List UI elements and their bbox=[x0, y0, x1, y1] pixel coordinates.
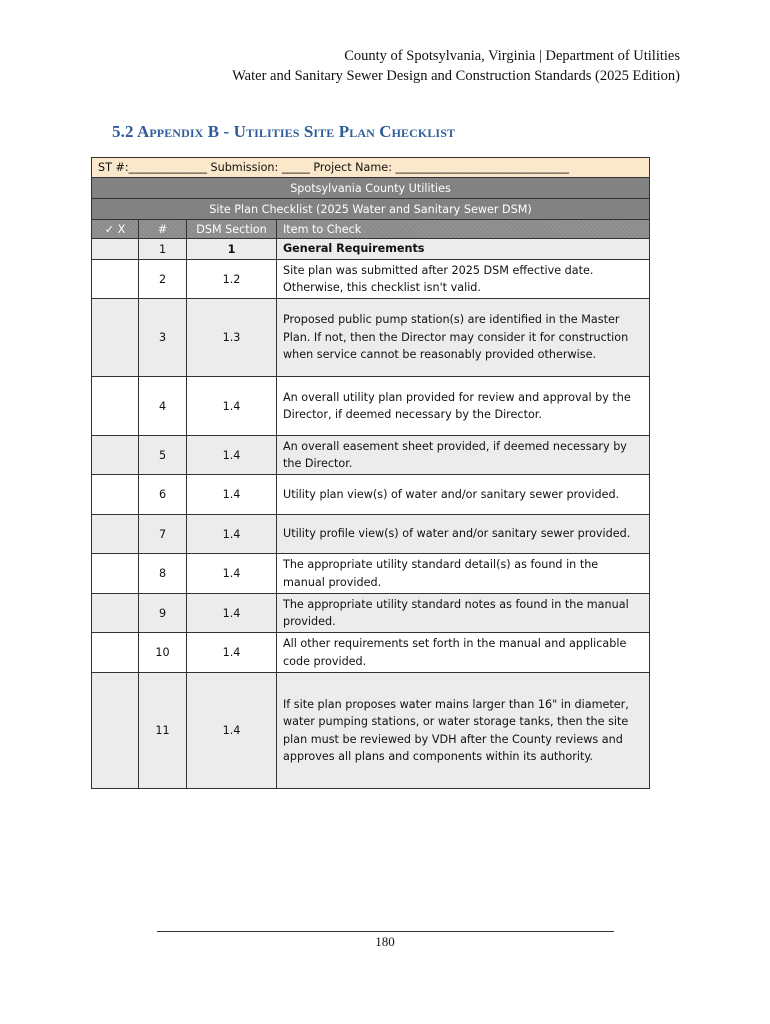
table-row bbox=[92, 260, 650, 299]
check-column-header: ✓ X bbox=[92, 220, 139, 239]
org-title-row bbox=[92, 178, 650, 199]
item-to-check: If site plan proposes water mains larger than 16" in diameter, water pumping stations, or water storage tanks, then the site plan must be reviewed by VDH after the County reviews and approves all plans and components within its authority. bbox=[277, 673, 650, 789]
item-to-check: Proposed public pump station(s) are identified in the Master Plan. If not, then the Director may consider it for construction when service cannot be reasonably provided otherwise. bbox=[277, 299, 650, 377]
item-to-check: An overall easement sheet provided, if deemed necessary by the Director. bbox=[277, 436, 650, 475]
check-cell[interactable] bbox=[92, 377, 139, 436]
table-row bbox=[92, 299, 650, 377]
dsm-section: 1.4 bbox=[187, 515, 277, 554]
checklist-title-row bbox=[92, 199, 650, 220]
org-title: Spotsylvania County Utilities bbox=[92, 178, 650, 199]
table-row bbox=[92, 554, 650, 594]
check-cell[interactable] bbox=[92, 475, 139, 515]
table-row bbox=[92, 239, 650, 260]
item-to-check: An overall utility plan provided for review and approval by the Director, if deemed necessary by the Director. bbox=[277, 377, 650, 436]
number-column-header: # bbox=[139, 220, 187, 239]
column-header-row bbox=[92, 220, 650, 239]
check-cell[interactable] bbox=[92, 239, 139, 260]
section-title: 5.2 Appendix B - Utilities Site Plan Checklist bbox=[112, 122, 456, 141]
row-number: 7 bbox=[139, 515, 187, 554]
table-row bbox=[92, 377, 650, 436]
row-number: 6 bbox=[139, 475, 187, 515]
site-plan-checklist-table bbox=[91, 157, 650, 789]
header-line-1: County of Spotsylvania, Virginia | Department of Utilities bbox=[344, 48, 680, 64]
row-number: 10 bbox=[139, 633, 187, 673]
row-number: 2 bbox=[139, 260, 187, 299]
dsm-section: 1.4 bbox=[187, 377, 277, 436]
dsm-section: 1.3 bbox=[187, 299, 277, 377]
item-to-check: All other requirements set forth in the manual and applicable code provided. bbox=[277, 633, 650, 673]
check-cell[interactable] bbox=[92, 594, 139, 633]
page-number: 180 bbox=[375, 934, 395, 949]
form-info-row bbox=[92, 158, 650, 178]
check-cell[interactable] bbox=[92, 673, 139, 789]
table-row bbox=[92, 475, 650, 515]
dsm-section: 1 bbox=[187, 239, 277, 260]
header-line-2: Water and Sanitary Sewer Design and Construction Standards (2025 Edition) bbox=[232, 68, 680, 84]
table-row bbox=[92, 633, 650, 673]
section-column-header: DSM Section bbox=[187, 220, 277, 239]
row-number: 9 bbox=[139, 594, 187, 633]
row-number: 11 bbox=[139, 673, 187, 789]
checklist-title: Site Plan Checklist (2025 Water and Sanitary Sewer DSM) bbox=[92, 199, 650, 220]
row-number: 8 bbox=[139, 554, 187, 594]
footer-divider bbox=[157, 931, 614, 932]
check-cell[interactable] bbox=[92, 260, 139, 299]
table-row bbox=[92, 594, 650, 633]
table-row bbox=[92, 673, 650, 789]
dsm-section: 1.4 bbox=[187, 673, 277, 789]
check-cell[interactable] bbox=[92, 299, 139, 377]
item-to-check: General Requirements bbox=[277, 239, 650, 260]
item-column-header: Item to Check bbox=[277, 220, 650, 239]
dsm-section: 1.4 bbox=[187, 554, 277, 594]
table-row bbox=[92, 515, 650, 554]
dsm-section: 1.4 bbox=[187, 633, 277, 673]
form-info-line: ST #:______________ Submission: _____ Project Name: _______________________________ bbox=[92, 158, 650, 178]
dsm-section: 1.2 bbox=[187, 260, 277, 299]
table-row bbox=[92, 436, 650, 475]
check-cell[interactable] bbox=[92, 436, 139, 475]
row-number: 3 bbox=[139, 299, 187, 377]
dsm-section: 1.4 bbox=[187, 436, 277, 475]
row-number: 1 bbox=[139, 239, 187, 260]
item-to-check: The appropriate utility standard notes as found in the manual provided. bbox=[277, 594, 650, 633]
running-header bbox=[232, 46, 680, 86]
row-number: 4 bbox=[139, 377, 187, 436]
check-cell[interactable] bbox=[92, 515, 139, 554]
check-cell[interactable] bbox=[92, 554, 139, 594]
dsm-section: 1.4 bbox=[187, 475, 277, 515]
item-to-check: Utility profile view(s) of water and/or sanitary sewer provided. bbox=[277, 515, 650, 554]
row-number: 5 bbox=[139, 436, 187, 475]
item-to-check: The appropriate utility standard detail(s) as found in the manual provided. bbox=[277, 554, 650, 594]
item-to-check: Utility plan view(s) of water and/or sanitary sewer provided. bbox=[277, 475, 650, 515]
dsm-section: 1.4 bbox=[187, 594, 277, 633]
check-cell[interactable] bbox=[92, 633, 139, 673]
item-to-check: Site plan was submitted after 2025 DSM effective date. Otherwise, this checklist isn't valid. bbox=[277, 260, 650, 299]
